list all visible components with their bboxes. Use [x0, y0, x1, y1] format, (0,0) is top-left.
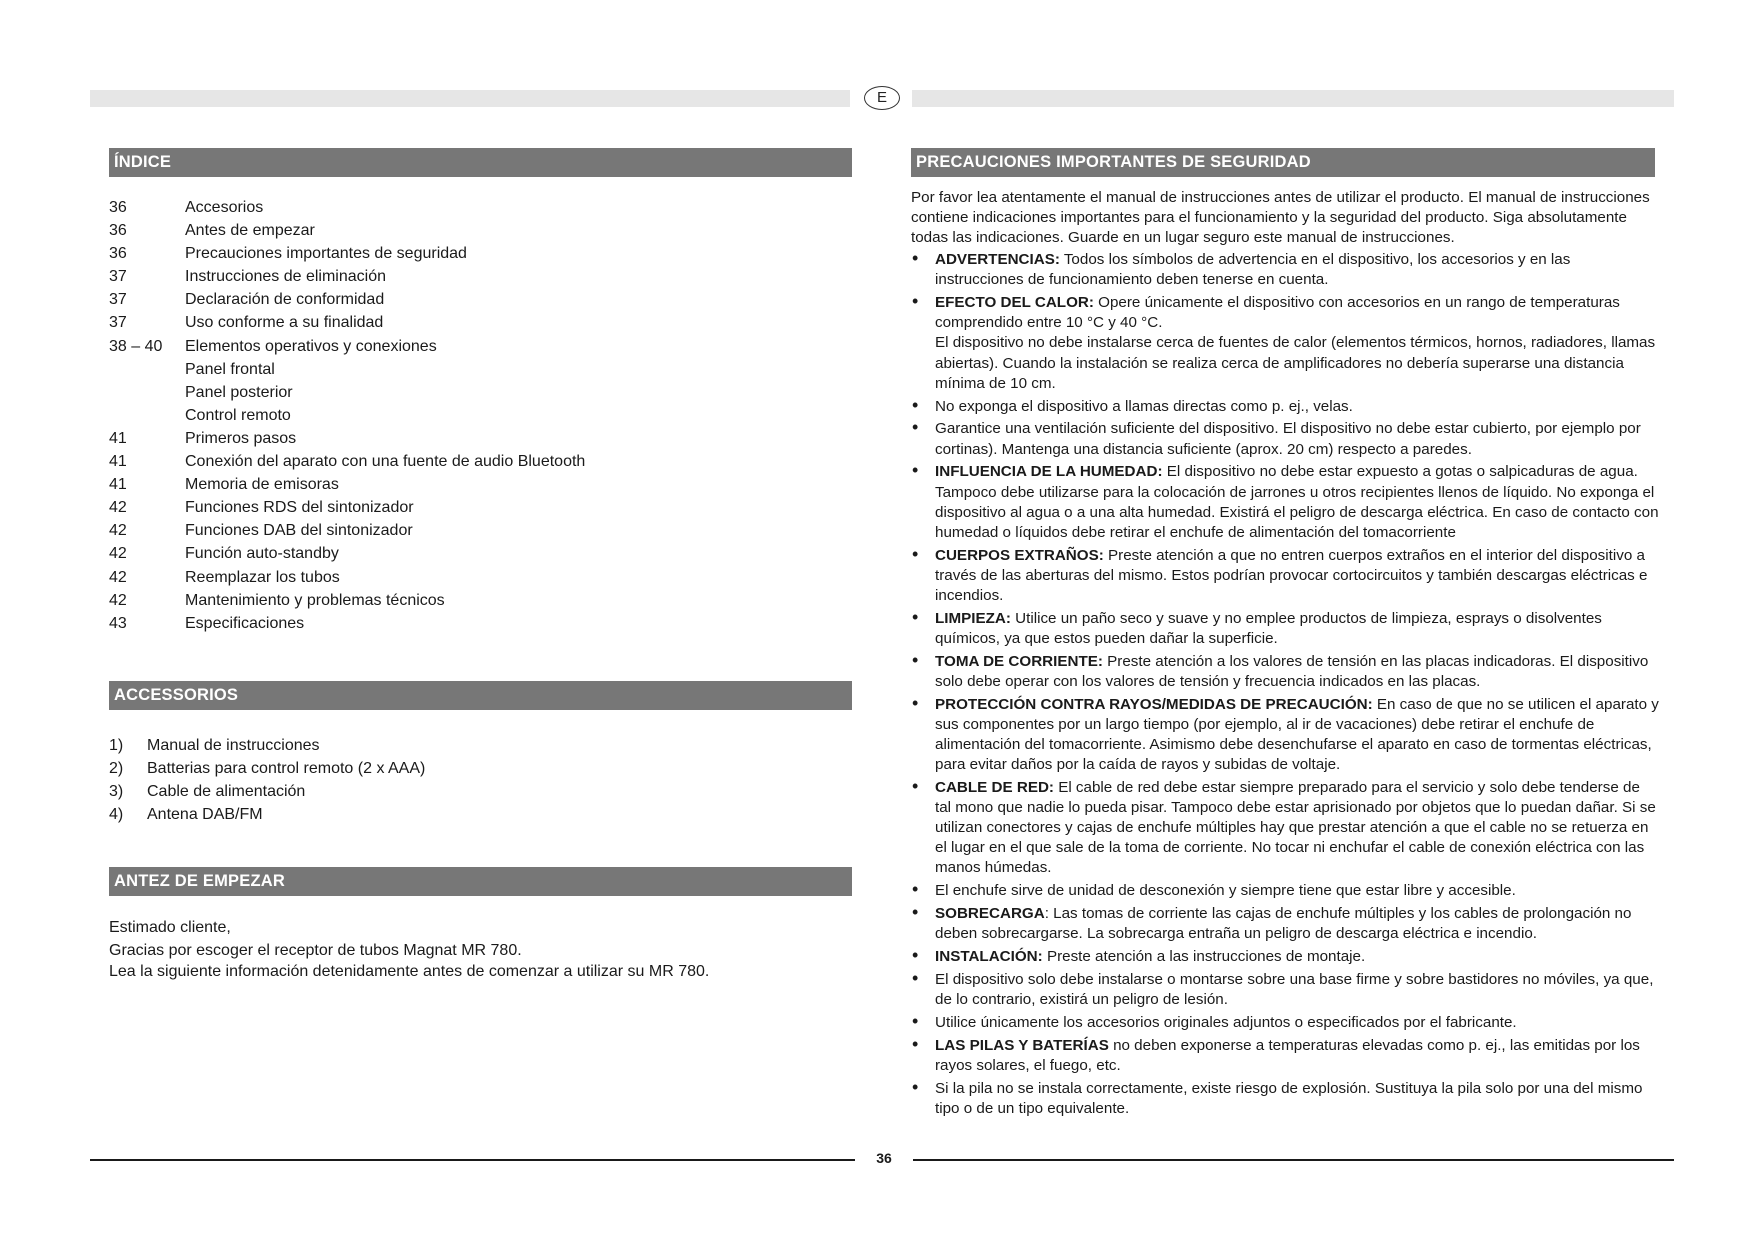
index-list [109, 196, 585, 635]
safety-item [911, 692, 1659, 775]
index-entry-page: 42 [109, 522, 127, 540]
safety-item [911, 649, 1659, 692]
index-entry-page: 41 [109, 453, 127, 471]
bullet-icon: • [912, 901, 919, 922]
read-info-line: Lea la siguiente información detenidamente antes de comenzar a utilizar su MR 780. [109, 963, 710, 980]
accessory-item [109, 757, 425, 780]
safety-item-text: El enchufe sirve de unidad de desconexión y siempre tiene que estar libre y accesible. [935, 882, 1516, 900]
index-entry-label: Primeros pasos [185, 429, 297, 447]
index-entry [109, 450, 585, 473]
accessory-number: 3) [109, 783, 124, 801]
accessory-label: Antena DAB/FM [147, 806, 263, 824]
index-entry-label: Declaración de conformidad [185, 291, 385, 309]
thanks-line: Gracias por escoger el receptor de tubos Magnat MR 780. [109, 942, 522, 959]
index-entry-page: 42 [109, 568, 127, 586]
safety-item-keyword: TOMA DE CORRIENTE: [935, 652, 1103, 670]
index-entry-label: Panel frontal [185, 360, 275, 378]
safety-item-text: Utilice un paño seco y suave y no emplee productos de limpieza, esprays o disolventes químicos, ya que estos pueden dañar la superficie. [935, 609, 1602, 647]
index-entry-page: 42 [109, 545, 127, 563]
index-entry-page: 38 – 40 [109, 337, 163, 355]
safety-item [911, 293, 1659, 393]
index-entry [109, 427, 585, 450]
index-entry-page [109, 404, 185, 427]
safety-item-text: El dispositivo no debe estar expuesto a gotas o salpicaduras de agua. Tampoco debe utilizarse para la colocación de jarrones u otros recipientes llenos de líquido. No exponga el dispositivo al agua o a una alta humedad. Existirá el peligro de descarga eléctrica. En caso de contacto con humedad o líquidos debe retirar el enchufe de alimentación del tomacorriente [935, 463, 1659, 541]
index-entry [109, 358, 585, 381]
index-entry-page: 37 [109, 268, 127, 286]
before-start-heading: ANTEZ DE EMPEZAR [109, 867, 852, 896]
index-entry [109, 335, 585, 358]
header-bar-right [912, 90, 1674, 107]
safety-item [911, 1010, 1659, 1033]
index-entry-label: Instrucciones de eliminación [185, 268, 386, 286]
index-entry [109, 219, 585, 242]
safety-item [911, 250, 1659, 290]
index-entry [109, 288, 585, 311]
bullet-icon: • [912, 1033, 919, 1054]
index-entry-label: Función auto-standby [185, 545, 339, 563]
safety-item-text: Preste atención a las instrucciones de montaje. [1042, 947, 1366, 965]
safety-item [911, 967, 1659, 1010]
greeting: Estimado cliente, [109, 919, 231, 936]
bullet-icon: • [912, 879, 919, 900]
footer-rule-right [913, 1159, 1674, 1161]
safety-item [911, 1033, 1659, 1076]
accessories-list [109, 734, 425, 826]
safety-item-keyword: CUERPOS EXTRAÑOS: [935, 546, 1104, 564]
accessory-number: 1) [109, 737, 124, 754]
bullet-icon: • [912, 944, 919, 965]
index-entry [109, 265, 585, 288]
index-entry-label: Accesorios [185, 199, 264, 216]
accessory-item [109, 803, 425, 826]
index-entry-label: Conexión del aparato con una fuente de audio Bluetooth [185, 453, 586, 471]
bullet-icon: • [912, 692, 919, 713]
bullet-icon: • [912, 649, 919, 670]
footer-rule-left [90, 1159, 855, 1161]
index-entry-page: 36 [109, 199, 127, 216]
safety-item-keyword: EFECTO DEL CALOR: [935, 294, 1094, 312]
index-entry [109, 196, 585, 219]
index-entry [109, 519, 585, 542]
index-entry [109, 381, 585, 404]
index-entry [109, 496, 585, 519]
accessory-number: 2) [109, 760, 124, 778]
index-entry [109, 242, 585, 265]
safety-item [911, 881, 1659, 901]
index-entry-page: 36 [109, 245, 127, 263]
safety-item-keyword: ADVERTENCIAS: [935, 251, 1060, 269]
safety-section [911, 188, 1659, 1122]
safety-list [911, 250, 1659, 1119]
index-entry-label: Reemplazar los tubos [185, 568, 340, 586]
bullet-icon: • [912, 543, 919, 564]
safety-item-text: : Las tomas de corriente las cajas de enchufe múltiples y los cables de prolongación no deben sobrecargarse. La sobrecarga entraña un peligro de descarga eléctrica e incendio. [935, 904, 1632, 943]
index-entry-label: Panel posterior [185, 383, 293, 401]
index-entry-page: 42 [109, 591, 127, 609]
index-entry-page [109, 381, 185, 404]
safety-item-keyword: INSTALACIÓN: [935, 947, 1043, 965]
bullet-icon: • [912, 417, 919, 438]
index-entry-page: 43 [109, 614, 127, 632]
safety-intro: Por favor lea atentamente el manual de instrucciones antes de utilizar el producto. El manual de instrucciones contiene indicaciones importantes para el funcionamiento y la seguridad del producto. Siga absolutamente todas las indicaciones. Guarde en un lugar seguro este manual de instrucciones. [911, 189, 1650, 247]
bullet-icon: • [912, 967, 919, 988]
safety-item-keyword: PROTECCIÓN CONTRA RAYOS/MEDIDAS DE PRECAUCIÓN: [935, 695, 1373, 713]
page-number: 36 [876, 1150, 892, 1166]
index-entry-page: 42 [109, 499, 127, 517]
safety-item [911, 394, 1659, 417]
safety-item-text: no deben exponerse a temperaturas elevadas como p. ej., las emitidas por los rayos solares, el fuego, etc. [935, 1036, 1640, 1074]
accessory-number: 4) [109, 806, 124, 824]
accessory-label: Manual de instrucciones [147, 737, 320, 754]
index-entry-label: Memoria de emisoras [185, 476, 339, 494]
index-entry-label: Mantenimiento y problemas técnicos [185, 591, 445, 609]
accessory-item [109, 780, 425, 803]
index-heading: ÍNDICE [109, 148, 852, 177]
safety-item-keyword: SOBRECARGA [935, 904, 1045, 922]
safety-item-keyword: LIMPIEZA: [935, 609, 1011, 627]
accessory-item [109, 734, 425, 757]
index-entry-page: 37 [109, 291, 127, 309]
safety-item-text: El dispositivo solo debe instalarse o montarse sobre una base firme y sobre bastidores no móviles, ya que, de lo contrario, existirá un peligro de lesión. [935, 970, 1654, 1008]
safety-item-text: El cable de red debe estar siempre preparado para el servicio y solo debe tenderse de tal mono que nadie lo pueda pisar. Tampoco debe estar aprisionado por objetos que lo puedan dañar. Si se utilizan conectores y cajas de enchufe múltiples hay que prestar atención a que el cable no se retuerza en el lugar en el que sale de la toma de corriente. No tocar ni enchufar el cable de conexión eléctrica con las manos húmedas. [935, 778, 1656, 877]
before-start-text [109, 917, 709, 982]
safety-item-text: En caso de que no se utilicen el aparato y sus componentes por un largo tiempo (por ejemplo, al ir de vacaciones) debe retirar el enchufe de alimentación del tomacorriente. Asimismo debe desenchufarse el aparato en caso de tormentas eléctricas, para evitar daños por la caída de rayos y subidas de voltaje. [935, 695, 1659, 773]
index-entry-page: 41 [109, 476, 127, 494]
safety-item [911, 901, 1659, 944]
safety-item [911, 462, 1659, 542]
safety-item [911, 775, 1659, 878]
bullet-icon: • [912, 291, 919, 312]
accessories-heading: ACCESSORIOS [109, 681, 852, 710]
bullet-icon: • [912, 606, 919, 627]
accessory-label: Cable de alimentación [147, 783, 306, 801]
index-entry-label: Funciones RDS del sintonizador [185, 499, 414, 517]
index-entry [109, 589, 585, 612]
index-entry [109, 404, 585, 427]
index-entry [109, 311, 585, 334]
bullet-icon: • [912, 394, 919, 415]
safety-item-keyword: LAS PILAS Y BATERÍAS [935, 1036, 1109, 1054]
index-entry-label: Elementos operativos y conexiones [185, 337, 437, 355]
accessory-label: Batterias para control remoto (2 x AAA) [147, 760, 426, 778]
bullet-icon: • [912, 1076, 919, 1097]
safety-item-text: No exponga el dispositivo a llamas directas como p. ej., velas. [935, 397, 1353, 415]
safety-item-text: Preste atención a los valores de tensión en las placas indicadoras. El dispositivo solo debe operar con los valores de tensión y frecuencia indicados en las placas. [935, 652, 1649, 690]
safety-item-text: Utilice únicamente los accesorios originales adjuntos o especificados por el fabricante. [935, 1013, 1517, 1031]
index-entry-label: Funciones DAB del sintonizador [185, 522, 413, 540]
index-entry-page: 41 [109, 429, 127, 447]
safety-item-text: Preste atención a que no entren cuerpos extraños en el interior del dispositivo a través de las aberturas del mismo. Estos podrían provocar cortocircuitos y también descargas eléctricas e incendios. [935, 546, 1648, 604]
safety-item-text: Si la pila no se instala correctamente, existe riesgo de explosión. Sustituya la pila solo por una del mismo tipo o de un tipo equivalente. [935, 1079, 1643, 1117]
safety-item-text: Garantice una ventilación suficiente del dispositivo. El dispositivo no debe estar cubierto, por ejemplo por cortinas). Mantenga una distancia suficiente (aprox. 20 cm) respecto a paredes. [935, 420, 1641, 458]
safety-item-keyword: CABLE DE RED: [935, 778, 1054, 796]
bullet-icon: • [912, 1010, 919, 1031]
safety-item-text: Todos los símbolos de advertencia en el dispositivo, los accesorios y en las instrucciones de funcionamiento deben tenerse en cuenta. [935, 251, 1571, 289]
safety-heading: PRECAUCIONES IMPORTANTES DE SEGURIDAD [911, 148, 1655, 177]
index-entry-label: Antes de empezar [185, 222, 315, 240]
index-entry-page: 36 [109, 222, 127, 240]
bullet-icon: • [912, 775, 919, 796]
index-entry [109, 566, 585, 589]
bullet-icon: • [912, 460, 919, 481]
index-entry-page: 37 [109, 314, 127, 332]
safety-item [911, 606, 1659, 649]
safety-item [911, 543, 1659, 606]
safety-item [911, 419, 1659, 459]
index-entry [109, 542, 585, 565]
index-entry-label: Precauciones importantes de seguridad [185, 245, 467, 263]
index-entry-label: Especificaciones [185, 614, 305, 632]
index-entry [109, 612, 585, 635]
bullet-icon: • [912, 248, 919, 269]
safety-item [911, 944, 1659, 967]
index-entry-label: Uso conforme a su finalidad [185, 314, 384, 332]
safety-item-extra: El dispositivo no debe instalarse cerca de fuentes de calor (elementos térmicos, hornos, radiadores, llamas abiertas). Cuando la instalación se realiza cerca de amplificadores no debería superarse una distancia mínima de 10 cm. [935, 334, 1656, 392]
language-badge: E [864, 86, 900, 110]
index-entry-label: Control remoto [185, 406, 291, 424]
safety-item-text: Opere únicamente el dispositivo con accesorios en un rango de temperaturas comprendido entre 10 °C y 40 °C. [935, 294, 1620, 332]
index-entry [109, 473, 585, 496]
safety-item [911, 1076, 1659, 1119]
safety-item-keyword: INFLUENCIA DE LA HUMEDAD: [935, 463, 1163, 481]
header-bar-left [90, 90, 850, 107]
index-entry-page [109, 358, 185, 381]
